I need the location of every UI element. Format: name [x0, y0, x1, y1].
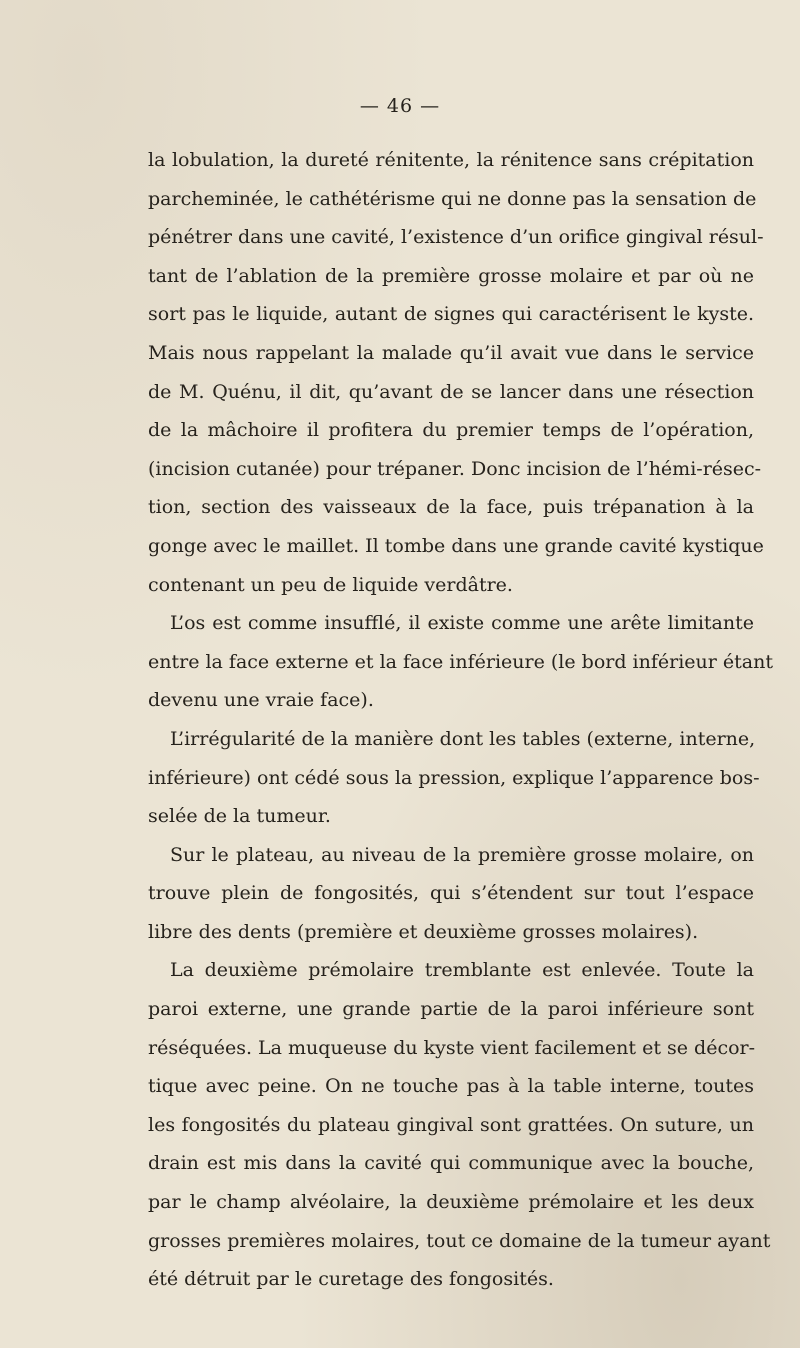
body-text: [148, 141, 773, 1299]
text-line: contenant un peu de liquide verdâtre.: [148, 573, 513, 596]
text-line: pénétrer dans une cavité, l’existence d’un orifice gingival résul-: [148, 226, 764, 249]
text-line: drain est mis dans la cavité qui communique avec la bouche,: [148, 1152, 754, 1175]
text-line: paroi externe, une grande partie de la paroi inférieure sont: [148, 998, 754, 1021]
text-line: selée de la tumeur.: [148, 805, 331, 828]
page-number: — 46 —: [359, 95, 441, 117]
text-line: tion, section des vaisseaux de la face, puis trépanation à la: [148, 496, 754, 519]
text-line: gonge avec le maillet. Il tombe dans une grande cavité kystique: [148, 534, 764, 557]
text-line: été détruit par le curetage des fongosités.: [148, 1268, 554, 1291]
text-line: réséquées. La muqueuse du kyste vient facilement et se décor-: [148, 1036, 756, 1059]
text-line: inférieure) ont cédé sous la pression, explique l’apparence bos-: [148, 766, 760, 789]
text-line: parcheminée, le cathétérisme qui ne donne pas la sensation de: [148, 187, 757, 210]
text-line: trouve plein de fongosités, qui s’étendent sur tout l’espace: [148, 882, 754, 905]
text-line: La deuxième prémolaire tremblante est enlevée. Toute la: [170, 959, 754, 982]
text-line: (incision cutanée) pour trépaner. Donc incision de l’hémi-résec-: [148, 457, 762, 480]
text-line: par le champ alvéolaire, la deuxième prémolaire et les deux: [148, 1191, 754, 1214]
text-line: entre la face externe et la face inférieure (le bord inférieur étant: [148, 650, 773, 673]
text-line: L’os est comme insufflé, il existe comme une arête limitante: [170, 612, 754, 635]
text-line: tant de l’ablation de la première grosse molaire et par où ne: [148, 264, 754, 287]
text-line: les fongosités du plateau gingival sont grattées. On suture, un: [148, 1113, 754, 1136]
text-line: la lobulation, la dureté rénitente, la rénitence sans crépitation: [148, 149, 754, 171]
text-line: tique avec peine. On ne touche pas à la table interne, toutes: [148, 1075, 754, 1098]
text-line: de M. Quénu, il dit, qu’avant de se lancer dans une résection: [148, 380, 754, 403]
text-line: grosses premières molaires, tout ce domaine de la tumeur ayant: [148, 1229, 771, 1252]
text-line: de la mâchoire il profitera du premier temps de l’opération,: [148, 419, 754, 442]
text-line: Sur le plateau, au niveau de la première grosse molaire, on: [170, 843, 754, 866]
text-line: devenu une vraie face).: [148, 689, 374, 712]
text-line: sort pas le liquide, autant de signes qui caractérisent le kyste.: [148, 303, 754, 326]
text-line: Mais nous rappelant la malade qu’il avait vue dans le service: [148, 341, 754, 364]
text-line: libre des dents (première et deuxième grosses molaires).: [148, 920, 699, 943]
text-line: L’irrégularité de la manière dont les tables (externe, interne,: [170, 727, 756, 750]
